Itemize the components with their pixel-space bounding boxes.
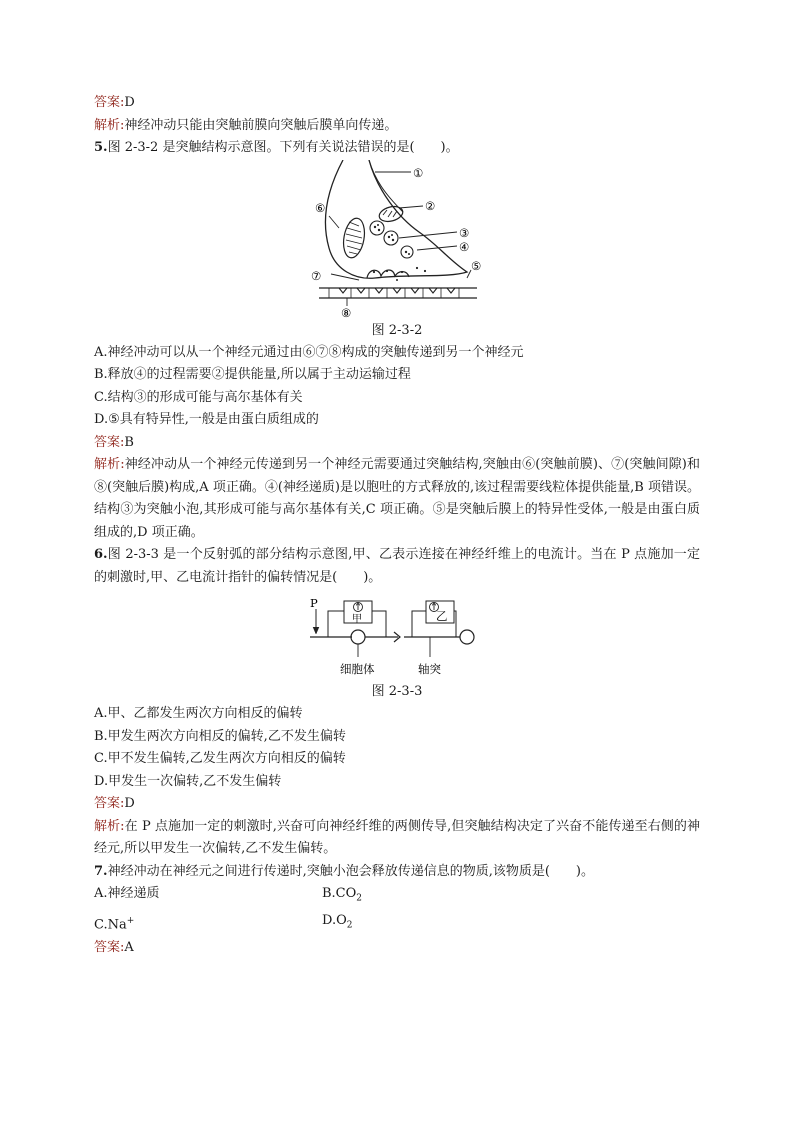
explain-text: 神经冲动从一个神经元传递到另一个神经元需要通过突触结构,突触由⑥(突触前膜)、⑦(突触间隙)和⑧(突触后膜)构成,A 项正确。④(神经递质)是以胞吐的方式释放的,该过程需要线粒体提供能量,B 项错误。结构③为突触小泡,其形成可能与高尔基体有关,C 项正确。⑤是突触后膜上的特异性受体,一般是由蛋白质组成的,D 项正确。 [94,457,700,540]
label-8: ⑧ [341,305,352,320]
explain-text: 神经冲动只能由突触前膜向突触后膜单向传递。 [124,117,398,133]
q7-options-row-1 [94,883,700,910]
explain-text: 在 P 点施加一定的刺激时,兴奋可向神经纤维的两侧传导,但突触结构决定了兴奋不能传递至右侧的神经元,所以甲发生一次偏转,乙不发生偏转。 [94,818,700,856]
answer-label: 答案: [94,434,125,450]
option-b-text: B.CO [322,886,357,901]
q5-explanation [94,454,700,544]
q7-stem [94,861,700,884]
label-axon: 轴突 [418,662,441,676]
explain-label: 解析: [94,818,125,834]
question-stem: 神经冲动在神经元之间进行传递时,突触小泡会释放传递信息的物质,该物质是( )。 [107,863,594,879]
option-b [322,883,362,910]
question-number: 5. [94,140,108,155]
label-cell-body: 细胞体 [340,662,375,676]
answer-label: 答案: [94,95,125,110]
reflex-arc-diagram [310,593,490,681]
option-a: A.甲、乙都发生两次方向相反的偏转 [94,706,303,721]
explain-label: 解析: [94,117,125,133]
q6-explanation [94,816,700,861]
option-a: A.神经冲动可以从一个神经元通过由⑥⑦⑧构成的突触传递到另一个神经元 [94,344,524,360]
document-page [94,92,700,960]
label-yi: 乙 [436,609,448,623]
option-c [94,910,322,937]
option-c: C.甲不发生偏转,乙发生两次方向相反的偏转 [94,751,346,766]
q4-explanation [94,115,700,138]
label-4: ④ [459,239,470,254]
q7-answer [94,937,700,960]
q7-options-row-2 [94,910,700,937]
q6-answer [94,793,700,816]
label-5: ⑤ [471,258,482,273]
label-1: ① [413,165,424,180]
q6-stem [94,544,700,589]
label-2: ② [425,198,436,213]
q5-answer [94,432,700,455]
q5-stem [94,137,700,160]
answer-label: 答案: [94,796,125,811]
explain-label: 解析: [94,457,125,472]
option-d: D.⑤具有特异性,一般是由蛋白质组成的 [94,412,319,427]
answer-value: D [124,796,135,811]
option-c-text: C.Na [94,917,127,933]
synapse-figure [299,160,499,320]
label-7: ⑦ [311,268,322,283]
label-jia: 甲 [352,614,362,625]
answer-label: 答案: [94,940,125,956]
option-c-superscript: + [126,916,135,927]
figure-caption: 图 2-3-2 [371,322,423,338]
question-number: 6. [94,547,108,562]
option-c: C.结构③的形成可能与高尔基体有关 [94,389,303,405]
option-b: B.释放④的过程需要②提供能量,所以属于主动运输过程 [94,367,411,382]
option-a: A.神经递质 [94,886,160,901]
question-stem: 图 2-3-3 是一个反射弧的部分结构示意图,甲、乙表示连接在神经纤维上的电流计。当在 P 点施加一定的刺激时,甲、乙电流计指针的偏转情况是( )。 [94,547,700,585]
option-d-subscript: 2 [346,920,353,931]
question-stem: 图 2-3-2 是突触结构示意图。下列有关说法错误的是( )。 [107,140,459,155]
figure-caption: 图 2-3-3 [371,684,423,699]
answer-value: B [124,434,134,450]
label-6: ⑥ [315,200,326,215]
label-3: ③ [459,225,470,240]
reflex-arc-figure [310,593,490,681]
option-b-subscript: 2 [356,893,363,904]
label-p: P [310,596,318,610]
option-d: D.甲发生一次偏转,乙不发生偏转 [94,773,282,789]
answer-value: A [124,940,134,956]
option-d [322,910,352,937]
synapse-diagram [299,160,499,320]
option-b: B.甲发生两次方向相反的偏转,乙不发生偏转 [94,728,346,744]
q4-answer [94,92,700,115]
answer-value: D [124,95,135,110]
question-number: 7. [94,863,108,879]
option-d-text: D.O [322,913,347,929]
